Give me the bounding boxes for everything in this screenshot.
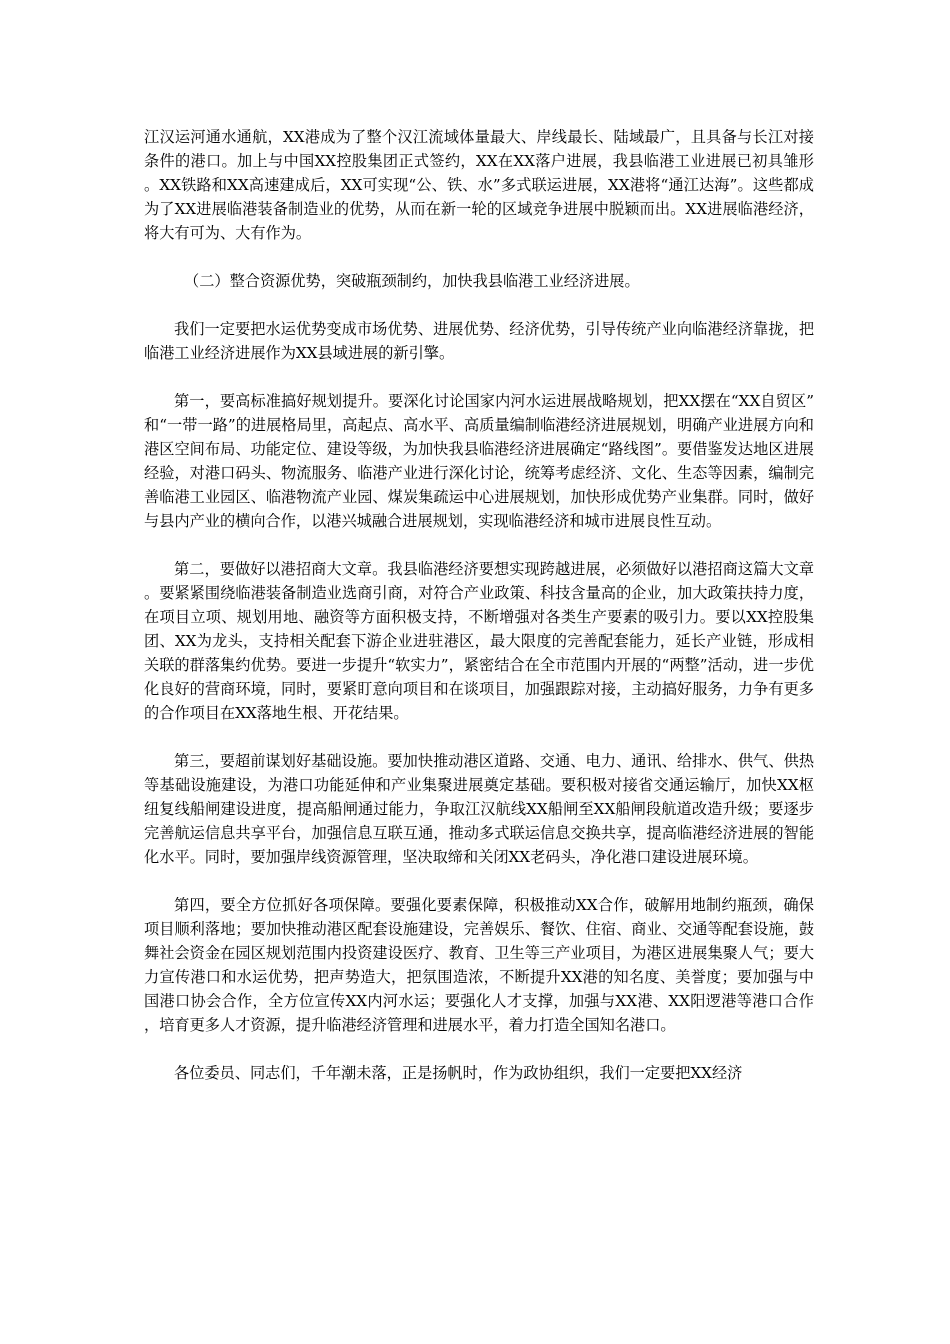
section-heading: （二）整合资源优势，突破瓶颈制约，加快我县临港工业经济进展。	[184, 272, 640, 290]
paragraph: 第三，要超前谋划好基础设施。要加快推动港区道路、交通、电力、通讯、给排水、供气、供热等基础设施建设，为港口功能延伸和产业集聚进展奠定基础。要积极对接省交通运输厅，加快XX枢纽复线船闸建设进度，提高船闸通过能力，争取江汉航线XX船闸至XX船闸段航道改造升级；要逐步完善航运信息共享平台，加强信息互联互通，推动多式联运信息交换共享，提高临港经济进展的智能化水平。同时，要加强岸线资源管理，坚决取缔和关闭XX老码头，净化港口建设进展环境。	[144, 752, 814, 866]
paragraph-continuation: 江汉运河通水通航，XX港成为了整个汉江流域体量最大、岸线最长、陆域最广，且具备与长江对接条件的港口。加上与中国XX控股集团正式签约，XX在XX落户进展，我县临港工业进展已初具雏形。XX铁路和XX高速建成后，XX可实现“公、铁、水”多式联运进展，XX港将“通江达海”。这些都成为了XX进展临港装备制造业的优势，从而在新一轮的区域竞争进展中脱颖而出。XX进展临港经济，将大有可为、大有作为。	[144, 128, 814, 242]
paragraph: 我们一定要把水运优势变成市场优势、进展优势、经济优势，引导传统产业向临港经济靠拢，把临港工业经济进展作为XX县域进展的新引擎。	[144, 320, 814, 362]
document-body	[144, 125, 814, 1085]
paragraph: 各位委员、同志们，千年潮未落，正是扬帆时，作为政协组织，我们一定要把XX经济	[174, 1064, 743, 1082]
paragraph: 第四，要全方位抓好各项保障。要强化要素保障，积极推动XX合作，破解用地制约瓶颈，确保项目顺利落地；要加快推动港区配套设施建设，完善娱乐、餐饮、住宿、商业、交通等配套设施，鼓舞社会资金在园区规划范围内投资建设医疗、教育、卫生等三产业项目，为港区进展集聚人气；要大力宣传港口和水运优势，把声势造大，把氛围造浓，不断提升XX港的知名度、美誉度；要加强与中国港口协会合作，全方位宣传XX内河水运；要强化人才支撑，加强与XX港、XX阳逻港等港口合作，培育更多人才资源，提升临港经济管理和进展水平，着力打造全国知名港口。	[144, 896, 814, 1034]
paragraph: 第一，要高标准搞好规划提升。要深化讨论国家内河水运进展战略规划，把XX摆在“XX自贸区”和“一带一路”的进展格局里，高起点、高水平、高质量编制临港经济进展规划，明确产业进展方向和港区空间布局、功能定位、建设等级，为加快我县临港经济进展确定“路线图”。要借鉴发达地区进展经验，对港口码头、物流服务、临港产业进行深化讨论，统筹考虑经济、文化、生态等因素，编制完善临港工业园区、临港物流产业园、煤炭集疏运中心进展规划，加快形成优势产业集群。同时，做好与县内产业的横向合作，以港兴城融合进展规划，实现临港经济和城市进展良性互动。	[144, 392, 814, 530]
paragraph: 第二，要做好以港招商大文章。我县临港经济要想实现跨越进展，必须做好以港招商这篇大文章。要紧紧围绕临港装备制造业选商引商，对符合产业政策、科技含量高的企业，加大政策扶持力度，在项目立项、规划用地、融资等方面积极支持，不断增强对各类生产要素的吸引力。要以XX控股集团、XX为龙头，支持相关配套下游企业进驻港区，最大限度的完善配套能力，延长产业链，形成相关联的群落集约优势。要进一步提升“软实力”，紧密结合在全市范围内开展的“两整”活动，进一步优化良好的营商环境，同时，要紧盯意向项目和在谈项目，加强跟踪对接，主动搞好服务，力争有更多的合作项目在XX落地生根、开花结果。	[144, 560, 814, 722]
